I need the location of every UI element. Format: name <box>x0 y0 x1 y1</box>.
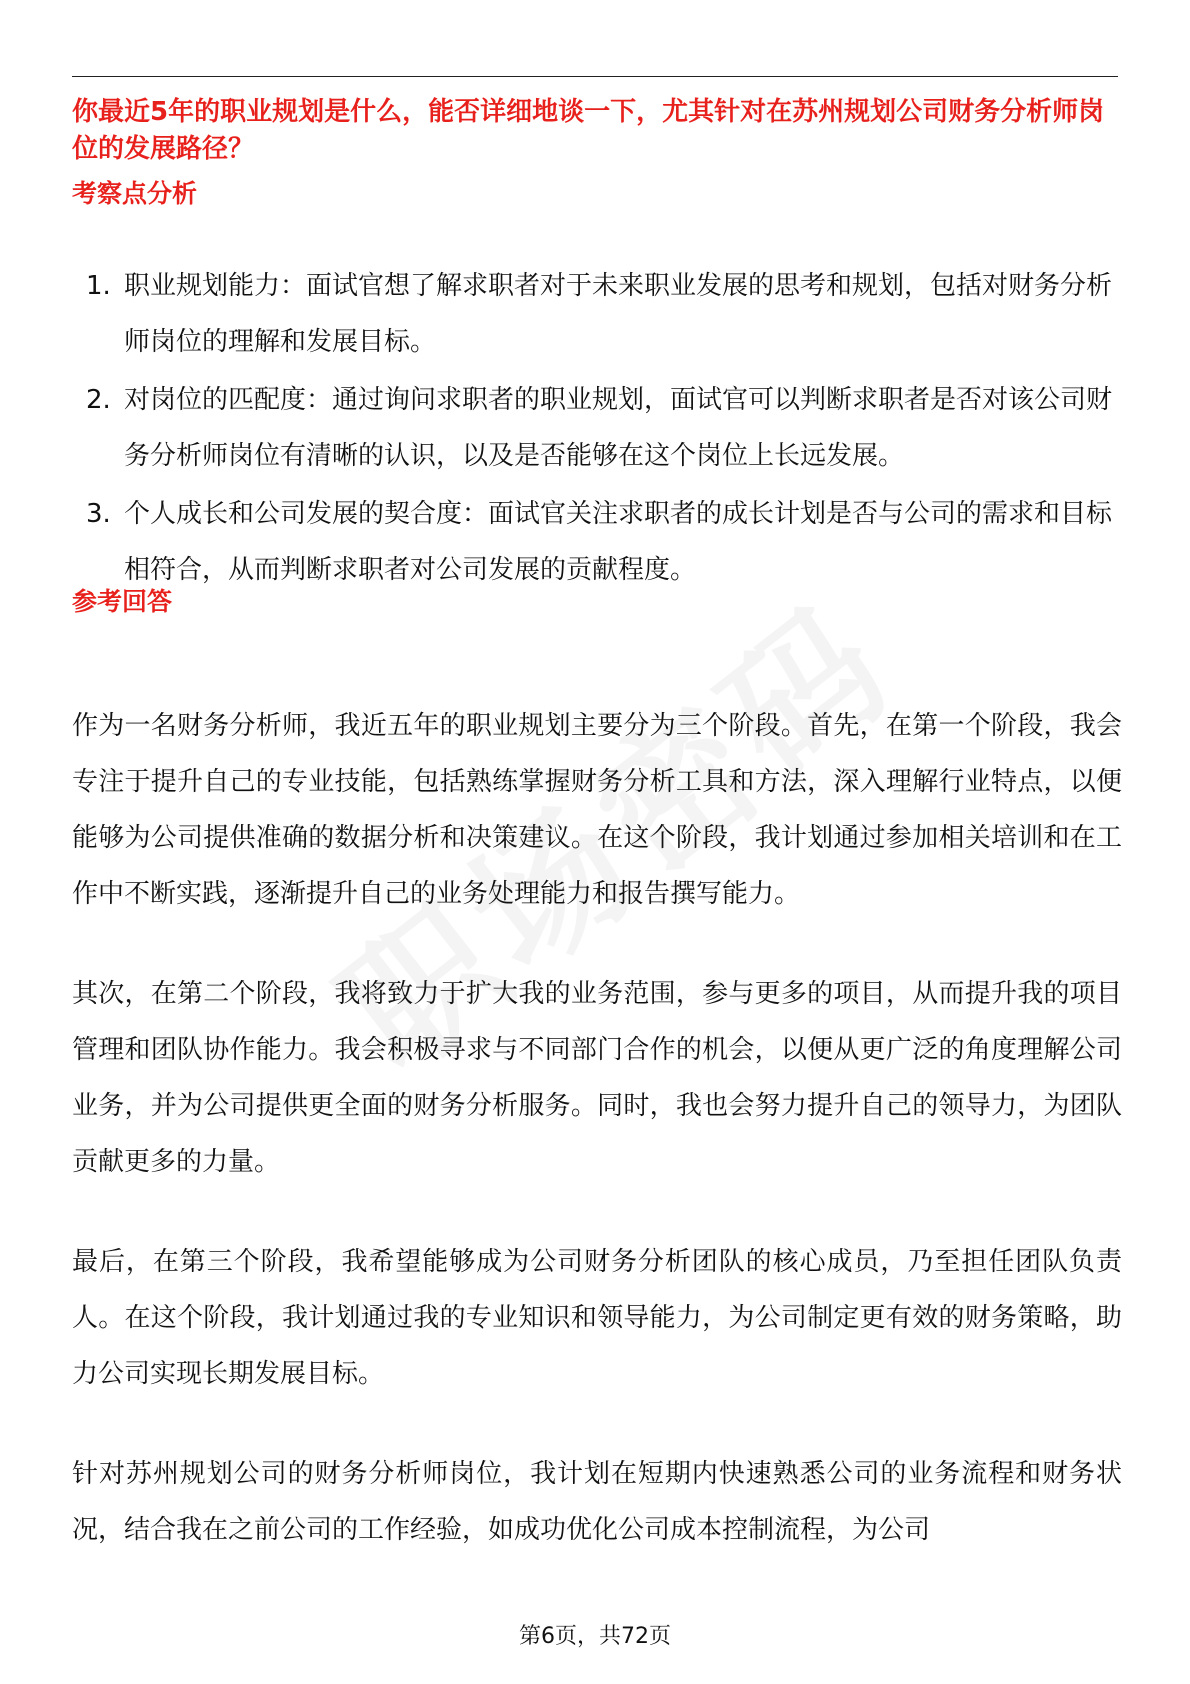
answer-paragraph: 最后，在第三个阶段，我希望能够成为公司财务分析团队的核心成员，乃至担任团队负责人。在这个阶段，我计划通过我的专业知识和领导能力，为公司制定更有效的财务策略，助力公司实现长期发展目标。 <box>72 1247 1122 1389</box>
point-text: 职业规划能力：面试官想了解求职者对于未来职业发展的思考和规划，包括对财务分析师岗位的理解和发展目标。 <box>124 271 1113 357</box>
analysis-points <box>72 258 1118 600</box>
answer-paragraph: 作为一名财务分析师，我近五年的职业规划主要分为三个阶段。首先，在第一个阶段，我会专注于提升自己的专业技能，包括熟练掌握财务分析工具和方法，深入理解行业特点，以便能够为公司提供准确的数据分析和决策建议。在这个阶段，我计划通过参加相关培训和在工作中不断实践，逐渐提升自己的业务处理能力和报告撰写能力。 <box>72 711 1122 909</box>
top-divider <box>72 76 1118 77</box>
analysis-heading: 考察点分析 <box>72 179 198 208</box>
answer-paragraph: 其次，在第二个阶段，我将致力于扩大我的业务范围，参与更多的项目，从而提升我的项目管理和团队协作能力。我会积极寻求与不同部门合作的机会，以便从更广泛的角度理解公司业务，并为公司提供更全面的财务分析服务。同时，我也会努力提升自己的领导力，为团队贡献更多的力量。 <box>72 979 1122 1177</box>
analysis-point <box>72 486 1118 598</box>
point-number: 1. <box>86 271 111 301</box>
question-title: 你最近5年的职业规划是什么，能否详细地谈一下，尤其针对在苏州规划公司财务分析师岗位的发展路径？ <box>72 97 1105 164</box>
answer-body <box>72 698 1122 1602</box>
answer-heading: 参考回答 <box>72 587 173 616</box>
point-number: 2. <box>86 385 111 415</box>
point-text: 个人成长和公司发展的契合度：面试官关注求职者的成长计划是否与公司的需求和目标相符合，从而判断求职者对公司发展的贡献程度。 <box>124 499 1113 585</box>
point-text: 对岗位的匹配度：通过询问求职者的职业规划，面试官可以判断求职者是否对该公司财务分析师岗位有清晰的认识，以及是否能够在这个岗位上长远发展。 <box>124 385 1113 471</box>
page-number: 第6页，共72页 <box>519 1624 671 1649</box>
answer-paragraph: 针对苏州规划公司的财务分析师岗位，我计划在短期内快速熟悉公司的业务流程和财务状况，结合我在之前公司的工作经验，如成功优化公司成本控制流程，为公司 <box>72 1459 1122 1545</box>
point-number: 3. <box>86 499 111 529</box>
analysis-point <box>72 258 1118 370</box>
analysis-point <box>72 372 1118 484</box>
